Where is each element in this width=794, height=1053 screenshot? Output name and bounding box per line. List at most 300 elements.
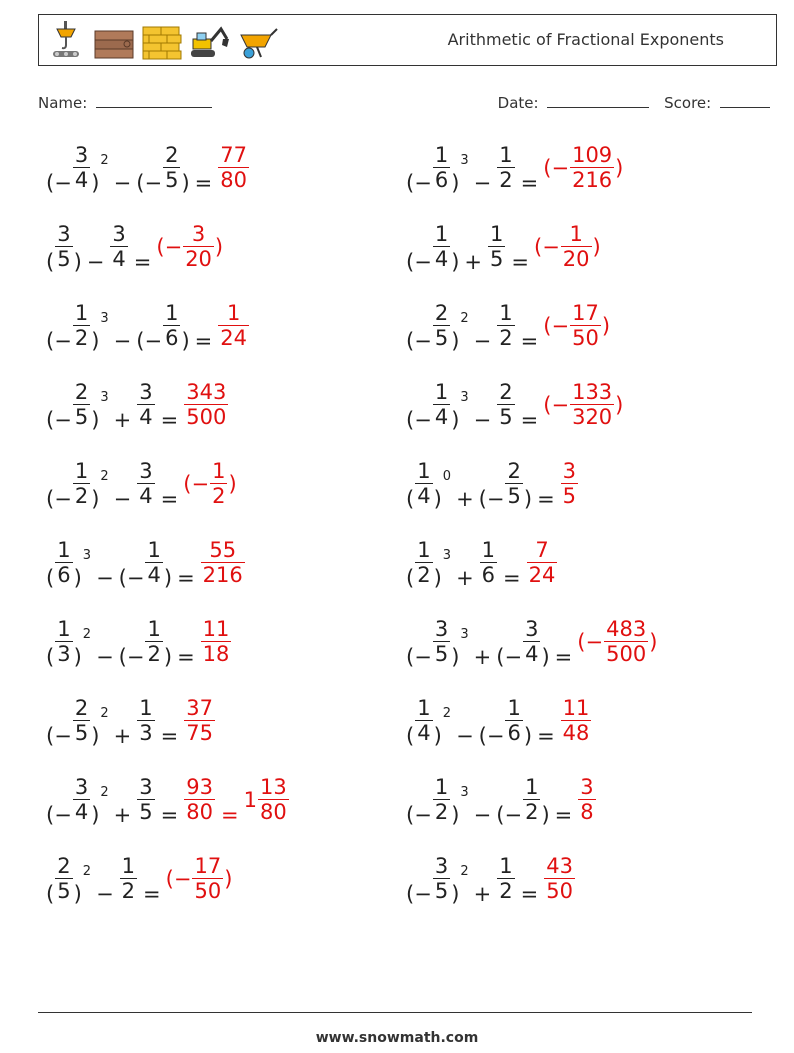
fraction bbox=[73, 301, 90, 350]
whole-part: 1 bbox=[243, 787, 257, 812]
fraction bbox=[110, 222, 127, 271]
paren-open: ( bbox=[46, 723, 55, 748]
denominator: 4 bbox=[434, 247, 449, 271]
numerator: 2 bbox=[165, 143, 179, 167]
numerator: 1 bbox=[212, 459, 226, 483]
numerator: 1 bbox=[147, 617, 161, 641]
paren-open: ( bbox=[46, 881, 55, 906]
fraction bbox=[73, 143, 90, 192]
answer bbox=[543, 143, 623, 192]
numerator: 43 bbox=[546, 854, 573, 878]
score-blank[interactable] bbox=[720, 93, 770, 108]
numerator: 1 bbox=[434, 222, 449, 246]
numerator: 1 bbox=[434, 775, 449, 799]
paren-open: ( bbox=[118, 644, 127, 669]
paren-open: ( bbox=[406, 407, 415, 432]
answer bbox=[183, 459, 236, 508]
fraction bbox=[433, 617, 450, 666]
answer bbox=[543, 854, 576, 903]
numerator: 133 bbox=[572, 380, 613, 404]
paren-close: ) bbox=[523, 723, 533, 748]
numerator: 17 bbox=[572, 301, 599, 325]
denominator: 20 bbox=[185, 247, 212, 271]
fraction bbox=[488, 222, 505, 271]
paren-open: ( bbox=[496, 644, 505, 669]
paren-open: ( bbox=[406, 802, 415, 827]
answer bbox=[217, 301, 250, 350]
fraction bbox=[433, 775, 450, 824]
numerator: 1 bbox=[417, 538, 431, 562]
operator: = bbox=[503, 565, 521, 590]
neg-sign: − bbox=[414, 881, 432, 906]
neg-sign: − bbox=[54, 723, 72, 748]
fraction bbox=[415, 459, 432, 508]
problem-row bbox=[46, 538, 766, 617]
fraction bbox=[570, 301, 601, 350]
exponent: 2 bbox=[100, 706, 109, 721]
crane-hook-icon bbox=[45, 21, 87, 61]
paren-close: ) bbox=[433, 486, 442, 511]
answer bbox=[200, 617, 233, 666]
paren-open: ( bbox=[406, 644, 415, 669]
wood-planks-icon bbox=[93, 21, 135, 61]
denominator: 5 bbox=[499, 405, 513, 429]
paren-open: ( bbox=[543, 392, 552, 417]
exponent: 2 bbox=[100, 469, 109, 484]
brick-wall-icon bbox=[141, 21, 183, 61]
fraction bbox=[184, 696, 215, 745]
denominator: 4 bbox=[74, 800, 89, 824]
fraction bbox=[137, 775, 154, 824]
fraction bbox=[137, 459, 154, 508]
fraction bbox=[561, 459, 578, 508]
fraction bbox=[192, 854, 223, 903]
problem-list bbox=[46, 143, 766, 933]
fraction bbox=[433, 380, 450, 429]
paren-close: ) bbox=[592, 234, 601, 259]
paren-close: ) bbox=[214, 234, 224, 259]
answer bbox=[200, 538, 246, 587]
denominator: 6 bbox=[507, 721, 521, 745]
answer bbox=[560, 459, 579, 508]
paren-open: ( bbox=[156, 234, 165, 259]
fraction bbox=[184, 380, 228, 429]
fraction bbox=[183, 222, 214, 271]
denominator: 50 bbox=[194, 879, 222, 903]
numerator: 11 bbox=[202, 617, 230, 641]
operator: = bbox=[537, 723, 555, 748]
neg-sign: − bbox=[54, 802, 72, 827]
operator: + bbox=[464, 249, 482, 274]
numerator: 3 bbox=[525, 617, 539, 641]
denominator: 5 bbox=[490, 247, 504, 271]
numerator: 3 bbox=[112, 222, 126, 246]
numerator: 3 bbox=[580, 775, 594, 799]
denominator: 4 bbox=[112, 247, 126, 271]
answer bbox=[543, 301, 610, 350]
denominator: 6 bbox=[57, 563, 71, 587]
fraction bbox=[120, 854, 137, 903]
denominator: 4 bbox=[139, 484, 153, 508]
numerator: 483 bbox=[606, 617, 647, 641]
denominator: 18 bbox=[202, 642, 230, 666]
operator: − bbox=[456, 723, 474, 748]
denominator: 5 bbox=[74, 405, 89, 429]
paren-close: ) bbox=[451, 170, 460, 195]
denominator: 2 bbox=[434, 800, 449, 824]
numerator: 3 bbox=[562, 459, 577, 483]
operator: − bbox=[473, 328, 492, 353]
answer bbox=[560, 696, 593, 745]
exponent: 2 bbox=[442, 706, 452, 721]
paren-open: ( bbox=[406, 170, 415, 195]
problem-10-right bbox=[406, 854, 766, 933]
fraction bbox=[201, 617, 232, 666]
fraction bbox=[544, 854, 575, 903]
denominator: 500 bbox=[186, 405, 227, 429]
denominator: 24 bbox=[220, 326, 248, 350]
fraction bbox=[137, 380, 154, 429]
paren-close: ) bbox=[451, 249, 460, 274]
numerator: 2 bbox=[74, 380, 89, 404]
paren-open: ( bbox=[136, 170, 145, 195]
answer bbox=[543, 380, 623, 429]
fraction bbox=[210, 459, 227, 508]
problem-row bbox=[46, 617, 766, 696]
denominator: 5 bbox=[434, 326, 449, 350]
numerator: 1 bbox=[417, 459, 431, 483]
denominator: 2 bbox=[74, 326, 89, 350]
problem-row bbox=[46, 301, 766, 380]
neg-sign: − bbox=[414, 802, 432, 827]
fraction bbox=[258, 775, 289, 824]
numerator: 7 bbox=[535, 538, 549, 562]
numerator: 3 bbox=[74, 775, 89, 799]
operator: − bbox=[96, 644, 114, 669]
exponent: 3 bbox=[460, 785, 469, 800]
denominator: 50 bbox=[546, 879, 573, 903]
operator: = bbox=[160, 802, 179, 827]
paren-close: ) bbox=[523, 486, 533, 511]
paren-close: ) bbox=[91, 802, 100, 827]
numerator: 2 bbox=[499, 380, 513, 404]
numerator: 2 bbox=[74, 696, 89, 720]
paren-close: ) bbox=[451, 328, 460, 353]
neg-sign: − bbox=[191, 471, 210, 496]
numerator: 1 bbox=[74, 301, 89, 325]
denominator: 5 bbox=[562, 484, 577, 508]
numerator: 3 bbox=[139, 775, 153, 799]
paren-close: ) bbox=[91, 170, 100, 195]
header-icons bbox=[45, 21, 279, 61]
numerator: 77 bbox=[220, 143, 248, 167]
denominator: 4 bbox=[417, 721, 431, 745]
problem-5-left bbox=[46, 459, 406, 538]
numerator: 343 bbox=[186, 380, 227, 404]
operator: = bbox=[160, 486, 179, 511]
denominator: 5 bbox=[434, 879, 449, 903]
numerator: 3 bbox=[434, 854, 449, 878]
denominator: 80 bbox=[186, 800, 213, 824]
numerator: 3 bbox=[139, 380, 153, 404]
neg-sign: − bbox=[504, 802, 523, 827]
answer-mixed bbox=[244, 775, 290, 824]
neg-sign: − bbox=[54, 407, 72, 432]
operator: = bbox=[194, 170, 213, 195]
fraction bbox=[73, 459, 90, 508]
operator: = bbox=[177, 644, 195, 669]
numerator: 109 bbox=[572, 143, 613, 167]
neg-sign: − bbox=[126, 644, 145, 669]
problem-row bbox=[46, 854, 766, 933]
problem-1-right bbox=[406, 143, 766, 222]
numerator: 1 bbox=[507, 696, 521, 720]
paren-open: ( bbox=[496, 802, 505, 827]
problem-3-right bbox=[406, 301, 766, 380]
fraction bbox=[145, 538, 162, 587]
denominator: 3 bbox=[57, 642, 71, 666]
fraction bbox=[570, 380, 614, 429]
paren-close: ) bbox=[541, 644, 550, 669]
paren-open: ( bbox=[46, 407, 55, 432]
fraction bbox=[415, 696, 432, 745]
paren-close: ) bbox=[615, 155, 624, 180]
operator: = bbox=[554, 644, 573, 669]
fraction bbox=[505, 459, 522, 508]
denominator: 4 bbox=[434, 405, 449, 429]
paren-close: ) bbox=[451, 881, 460, 906]
neg-sign: − bbox=[486, 723, 505, 748]
paren-open: ( bbox=[183, 471, 192, 496]
answer bbox=[166, 854, 233, 903]
operator: − bbox=[96, 565, 114, 590]
neg-sign: − bbox=[144, 328, 163, 353]
answer bbox=[183, 696, 216, 745]
problem-4-left bbox=[46, 380, 406, 459]
numerator: 93 bbox=[186, 775, 213, 799]
worksheet-title: Arithmetic of Fractional Exponents bbox=[447, 30, 724, 49]
fraction bbox=[73, 696, 90, 745]
score-label: Score: bbox=[664, 94, 712, 112]
problem-6-right bbox=[406, 538, 766, 617]
numerator: 1 bbox=[226, 301, 241, 325]
paren-close: ) bbox=[649, 629, 658, 654]
denominator: 4 bbox=[139, 405, 153, 429]
numerator: 1 bbox=[434, 380, 449, 404]
fraction bbox=[433, 854, 450, 903]
problem-8-right bbox=[406, 696, 766, 775]
name-field bbox=[38, 93, 212, 112]
answer bbox=[526, 538, 559, 587]
paren-open: ( bbox=[406, 249, 415, 274]
neg-sign: − bbox=[551, 155, 570, 180]
date-blank[interactable] bbox=[547, 93, 649, 108]
paren-open: ( bbox=[406, 328, 415, 353]
answer bbox=[217, 143, 250, 192]
paren-open: ( bbox=[478, 723, 487, 748]
paren-open: ( bbox=[165, 866, 174, 891]
exponent: 3 bbox=[100, 390, 109, 405]
denominator: 2 bbox=[147, 642, 161, 666]
denominator: 2 bbox=[121, 879, 136, 903]
operator: − bbox=[96, 881, 114, 906]
operator: = bbox=[537, 486, 555, 511]
denominator: 216 bbox=[572, 168, 613, 192]
denominator: 5 bbox=[507, 484, 521, 508]
problem-row bbox=[46, 222, 766, 301]
denominator: 2 bbox=[74, 484, 89, 508]
footer-divider bbox=[38, 1012, 752, 1013]
fraction bbox=[497, 854, 514, 903]
paren-open: ( bbox=[406, 723, 415, 748]
denominator: 20 bbox=[562, 247, 590, 271]
footer-url: www.snowmath.com bbox=[315, 1030, 479, 1046]
paren-close: ) bbox=[433, 723, 442, 748]
numerator: 1 bbox=[121, 854, 136, 878]
wheelbarrow-icon bbox=[237, 21, 279, 61]
operator: = bbox=[160, 723, 179, 748]
denominator: 5 bbox=[57, 247, 71, 271]
problem-row bbox=[46, 696, 766, 775]
denominator: 8 bbox=[580, 800, 594, 824]
exponent: 2 bbox=[100, 153, 109, 168]
fraction bbox=[218, 301, 249, 350]
fraction bbox=[497, 380, 514, 429]
paren-close: ) bbox=[433, 565, 442, 590]
denominator: 2 bbox=[499, 326, 513, 350]
neg-sign: − bbox=[542, 234, 560, 259]
neg-sign: − bbox=[486, 486, 505, 511]
problem-row bbox=[46, 459, 766, 538]
paren-close: ) bbox=[163, 644, 173, 669]
operator: − bbox=[113, 486, 132, 511]
fraction bbox=[55, 617, 72, 666]
paren-open: ( bbox=[46, 170, 55, 195]
numerator: 2 bbox=[434, 301, 449, 325]
denominator: 24 bbox=[528, 563, 556, 587]
numerator: 13 bbox=[259, 775, 287, 799]
exponent: 3 bbox=[460, 390, 469, 405]
numerator: 1 bbox=[434, 143, 449, 167]
paren-open: ( bbox=[136, 328, 145, 353]
denominator: 4 bbox=[525, 642, 539, 666]
neg-sign: − bbox=[54, 170, 72, 195]
paren-close: ) bbox=[224, 866, 233, 891]
operator: + bbox=[456, 486, 474, 511]
denominator: 5 bbox=[74, 721, 89, 745]
exponent: 0 bbox=[442, 469, 452, 484]
numerator: 1 bbox=[147, 538, 161, 562]
denominator: 6 bbox=[434, 168, 449, 192]
paren-close: ) bbox=[91, 486, 100, 511]
neg-sign: − bbox=[585, 629, 604, 654]
paren-close: ) bbox=[601, 313, 611, 338]
fraction bbox=[137, 696, 154, 745]
problem-5-right bbox=[406, 459, 766, 538]
fraction bbox=[523, 617, 540, 666]
neg-sign: − bbox=[551, 313, 570, 338]
numerator: 1 bbox=[490, 222, 504, 246]
denominator: 6 bbox=[165, 326, 179, 350]
answer bbox=[156, 222, 223, 271]
paren-open: ( bbox=[46, 644, 55, 669]
denominator: 80 bbox=[259, 800, 287, 824]
exponent: 2 bbox=[100, 785, 109, 800]
fraction bbox=[433, 143, 450, 192]
fraction bbox=[73, 380, 90, 429]
neg-sign: − bbox=[164, 234, 183, 259]
operator: = bbox=[143, 881, 161, 906]
paren-open: ( bbox=[46, 565, 55, 590]
paren-open: ( bbox=[406, 486, 415, 511]
operator: = bbox=[520, 170, 539, 195]
neg-sign: − bbox=[551, 392, 570, 417]
numerator: 55 bbox=[209, 538, 237, 562]
neg-sign: − bbox=[504, 644, 523, 669]
worksheet-header bbox=[38, 14, 777, 66]
fraction bbox=[497, 301, 514, 350]
operator: = bbox=[177, 565, 195, 590]
operator: − bbox=[113, 170, 132, 195]
paren-close: ) bbox=[541, 802, 550, 827]
numerator: 37 bbox=[186, 696, 213, 720]
fraction bbox=[570, 143, 614, 192]
numerator: 3 bbox=[139, 459, 153, 483]
fraction bbox=[415, 538, 432, 587]
operator: + bbox=[113, 407, 132, 432]
fraction bbox=[523, 775, 540, 824]
problem-4-right bbox=[406, 380, 766, 459]
numerator: 1 bbox=[569, 222, 583, 246]
denominator: 80 bbox=[220, 168, 248, 192]
problem-2-right bbox=[406, 222, 766, 301]
exponent: 3 bbox=[82, 548, 92, 563]
paren-open: ( bbox=[478, 486, 487, 511]
problem-3-left bbox=[46, 301, 406, 380]
exponent: 2 bbox=[460, 864, 469, 879]
paren-open: ( bbox=[406, 881, 415, 906]
operator: + bbox=[113, 723, 132, 748]
operator: − bbox=[113, 328, 132, 353]
problem-9-left bbox=[46, 775, 406, 854]
paren-close: ) bbox=[91, 723, 100, 748]
paren-close: ) bbox=[73, 881, 82, 906]
fraction bbox=[55, 222, 72, 271]
paren-open: ( bbox=[577, 629, 586, 654]
exponent: 2 bbox=[460, 311, 469, 326]
fraction bbox=[55, 854, 72, 903]
problem-7-right bbox=[406, 617, 766, 696]
exponent: 3 bbox=[460, 153, 469, 168]
neg-sign: − bbox=[414, 170, 432, 195]
denominator: 5 bbox=[165, 168, 179, 192]
denominator: 4 bbox=[74, 168, 89, 192]
exponent: 3 bbox=[460, 627, 469, 642]
name-blank[interactable] bbox=[96, 93, 212, 108]
numerator: 11 bbox=[562, 696, 590, 720]
paren-close: ) bbox=[91, 407, 100, 432]
denominator: 4 bbox=[417, 484, 431, 508]
paren-open: ( bbox=[46, 486, 55, 511]
neg-sign: − bbox=[54, 328, 72, 353]
paren-open: ( bbox=[533, 234, 543, 259]
numerator: 1 bbox=[165, 301, 179, 325]
problem-row bbox=[46, 143, 766, 222]
fraction bbox=[505, 696, 522, 745]
problem-6-left bbox=[46, 538, 406, 617]
excavator-icon bbox=[189, 21, 231, 61]
problem-1-left bbox=[46, 143, 406, 222]
